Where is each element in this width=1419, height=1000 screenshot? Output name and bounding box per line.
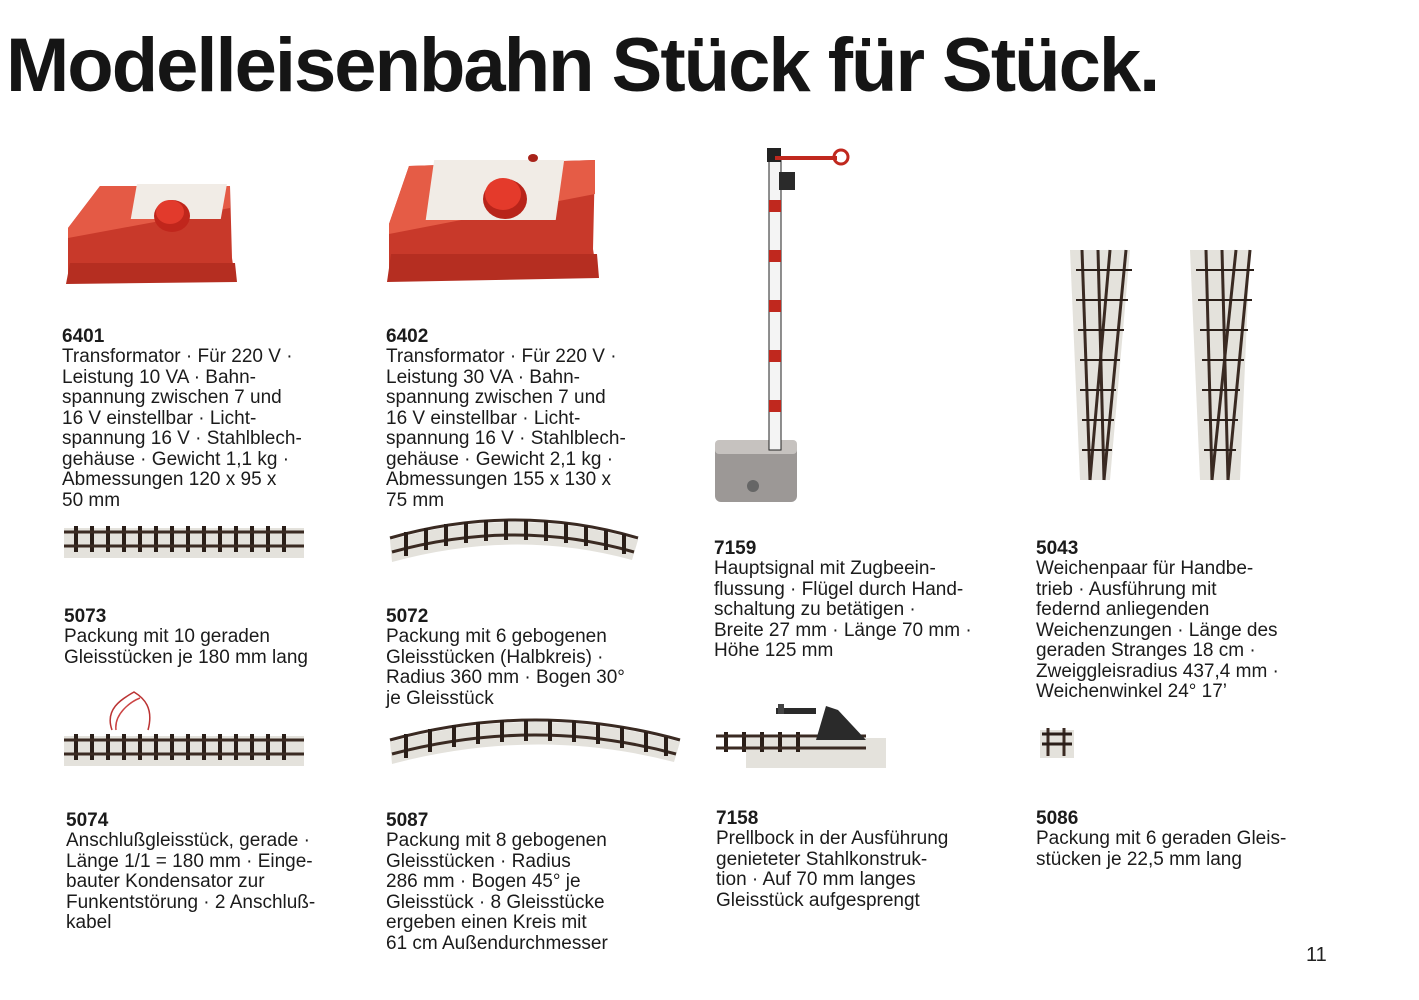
- curved-track-image: [386, 510, 646, 570]
- item-number: 5073: [64, 605, 107, 627]
- connection-track-image: [64, 688, 304, 770]
- item-6402: [386, 306, 626, 511]
- curved-track-large-image: [386, 712, 686, 772]
- buffer-stop-image: [716, 700, 890, 772]
- item-description: Hauptsignal mit Zugbeein- flussung · Flügel durch Hand- schaltung zu betätigen · Breite 27 mm · Länge 70 mm · Höhe 125 mm: [714, 558, 972, 661]
- short-track-image: [1036, 726, 1080, 760]
- item-description: Weichenpaar für Handbe- trieb · Ausführung mit federnd anliegenden Weichenzungen · Länge des geraden Stranges 18 cm · Zweiggleisradius 437,4 mm · Weichenwinkel 24° 17’: [1036, 558, 1279, 702]
- item-description: Packung mit 10 geraden Gleisstücken je 180 mm lang: [64, 626, 308, 668]
- item-number: 6401: [62, 325, 105, 347]
- item-number: 7158: [716, 807, 759, 829]
- item-5073: [64, 586, 308, 668]
- item-description: Transformator · Für 220 V · Leistung 10 VA · Bahn- spannung zwischen 7 und 16 V einstellbar · Licht- spannung 16 V · Stahlblech- gehäuse · Gewicht 1,1 kg · Abmessungen 120 x 95 x 50 mm: [62, 346, 302, 511]
- straight-track-image: [64, 522, 304, 562]
- item-number: 5087: [386, 809, 429, 831]
- item-5087: [386, 790, 608, 954]
- item-6401: [62, 306, 302, 511]
- transformer-large-image: [383, 154, 605, 292]
- item-7158: [716, 788, 948, 911]
- item-number: 5086: [1036, 807, 1079, 829]
- item-description: Packung mit 8 gebogenen Gleisstücken · Radius 286 mm · Bogen 45° je Gleisstück · 8 Gleisstücke ergeben einen Kreis mit 61 cm Außendurchmesser: [386, 830, 608, 954]
- turnout-pair-image: [1040, 230, 1300, 492]
- item-number: 6402: [386, 325, 429, 347]
- item-5072: [386, 586, 625, 709]
- page-number: 11: [1306, 944, 1327, 966]
- item-5074: [66, 790, 315, 934]
- item-5043: [1036, 518, 1279, 703]
- page-title: Modelleisenbahn Stück für Stück.: [6, 23, 1159, 108]
- item-5086: [1036, 788, 1286, 870]
- item-description: Anschlußgleisstück, gerade · Länge 1/1 = 180 mm · Einge- bauter Kondensator zur Funkentstörung · 2 Anschluß- kabel: [66, 830, 316, 933]
- item-description: Packung mit 6 gebogenen Gleisstücken (Halbkreis) · Radius 360 mm · Bogen 30° je Gleisstück: [386, 626, 625, 709]
- transformer-small-image: [60, 178, 245, 290]
- signal-image: [705, 140, 855, 510]
- item-number: 5074: [66, 809, 109, 831]
- item-number: 5043: [1036, 537, 1079, 559]
- item-description: Prellbock in der Ausführung genieteter Stahlkonstruk- tion · Auf 70 mm langes Gleisstück aufgesprengt: [716, 828, 949, 911]
- item-description: Transformator · Für 220 V · Leistung 30 VA · Bahn- spannung zwischen 7 und 16 V einstellbar · Licht- spannung 16 V · Stahlblech- gehäuse · Gewicht 2,1 kg · Abmessungen 155 x 130 x 75 mm: [386, 346, 626, 511]
- item-number: 7159: [714, 537, 757, 559]
- item-description: Packung mit 6 geraden Gleis- stücken je 22,5 mm lang: [1036, 828, 1287, 870]
- item-number: 5072: [386, 605, 429, 627]
- item-7159: [714, 518, 972, 662]
